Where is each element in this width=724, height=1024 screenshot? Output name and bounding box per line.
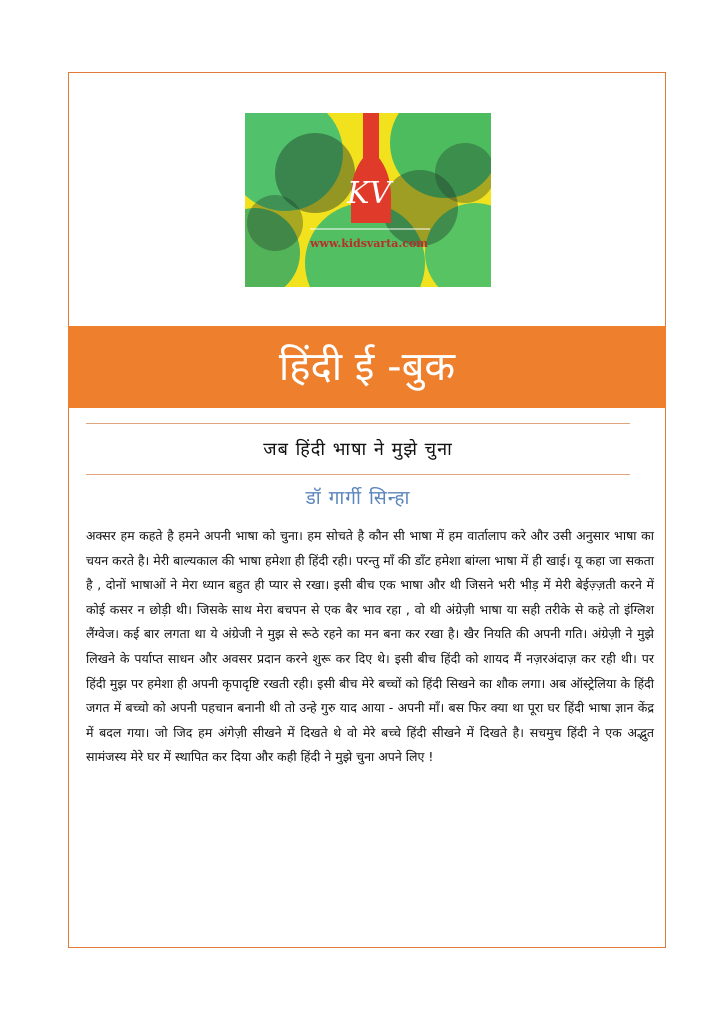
logo-graphic (245, 113, 491, 287)
article-body: अक्सर हम कहते है हमने अपनी भाषा को चुना। हम सोचते है कौन सी भाषा में हम वार्तालाप करे और उसी अनुसार भाषा का चयन करते है। मेरी बाल्यकाल की भाषा हमेशा ही हिंदी रही। परन्तु माँ की डाँट हमेशा बांग्ला भाषा में ही खाई। यू कहा जा सकता है , दोनों भाषाओं ने मेरा ध्यान बहुत ही प्यार से रखा। इसी बीच एक भाषा और थी जिसने भरी भीड़ में मेरी बेईज़्ज़ती करने में कोई कसर न छोड़ी थी। जिसके साथ मेरा बचपन से एक बैर भाव रहा , वो थी अंग्रेज़ी भाषा या सही तरीके से कहे तो इंग्लिश लैंग्वेज। कई बार लगता था ये अंग्रेजी ने मुझ से रूठे रहने का मन बना कर रखा है। खैर नियति की अपनी गति। अंग्रेज़ी ने मुझे लिखने के पर्याप्त साधन और अवसर प्रदान करने शुरू कर दिए थे। इसी बीच हिंदी को शायद मैं नज़रअंदाज़ कर रही थी। पर हिंदी मुझ पर हमेशा ही अपनी कृपादृष्टि रखती रही। इसी बीच मेरे बच्चों को हिंदी सिखने का शौक लगा। अब ऑस्ट्रेलिया के हिंदी जगत में बच्चो को अपनी पहचान बनानी थी तो उन्हे गुरु याद आया - अपनी माँ। बस फिर क्या था पूरा घर हिंदी भाषा ज्ञान केंद्र में बदल गया। जो जिद हम अंगेज़ी सीखने में दिखते थे वो मेरे बच्चे हिंदी सीखने में दिखते है। सचमुच हिंदी ने एक अद्भुत सामंजस्य मेरे घर में स्थापित कर दिया और कही हिंदी ने मुझे चुना अपने लिए ! (86, 528, 654, 765)
logo-initials: KV (346, 176, 392, 211)
author-name: डॉ गार्गी सिन्हा (305, 487, 411, 509)
article-title: जब हिंदी भाषा ने मुझे चुना (263, 439, 453, 460)
banner-title: हिंदी ई -बुक (278, 344, 456, 390)
kidsvarta-logo (245, 113, 491, 287)
title-banner (68, 326, 666, 408)
logo-url: www.kidsvarta.com (310, 237, 428, 250)
divider-bottom (86, 474, 630, 475)
divider-top (86, 423, 630, 424)
